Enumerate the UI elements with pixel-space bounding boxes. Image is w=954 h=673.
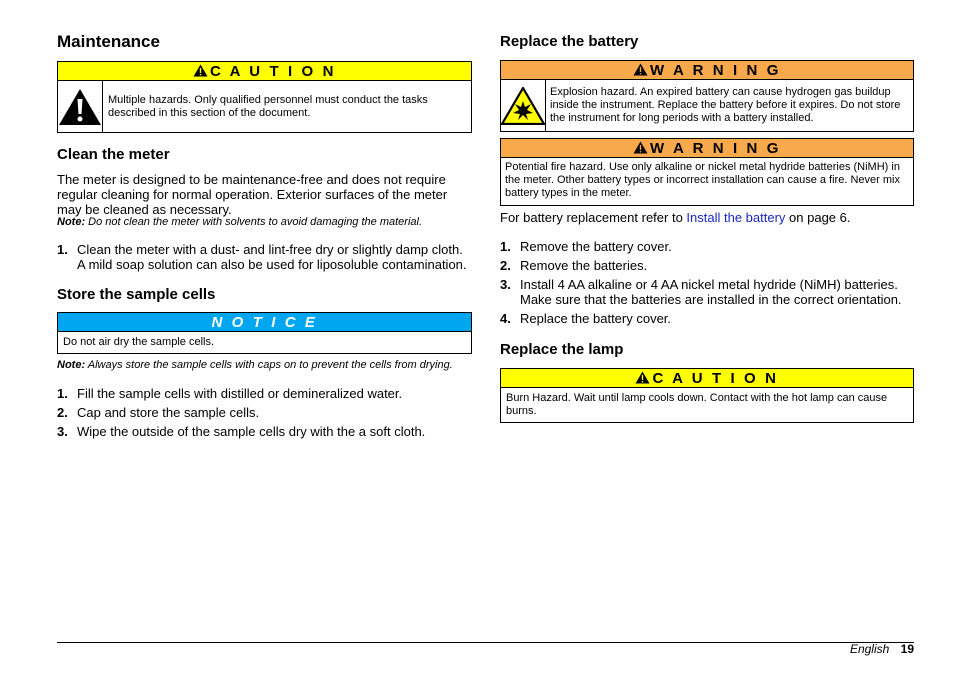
notice-header: N O T I C E [58, 313, 471, 332]
clean-note [57, 216, 472, 229]
warning-triangle-icon [193, 64, 208, 77]
caution-text: Multiple hazards. Only qualified personnel must conduct the tasks described in this section of the document. [108, 93, 428, 119]
list-item: 1. Fill the sample cells with distilled or demineralized water. [57, 386, 403, 401]
store-note [57, 359, 472, 372]
list-item: 2. Remove the batteries. [500, 258, 648, 273]
warning-box-fire [500, 138, 914, 206]
footer [850, 642, 914, 657]
page-number: 19 [900, 642, 914, 656]
lamp-caution-box [500, 368, 914, 423]
caution-header: C A U T I O N [58, 62, 471, 81]
install-battery-link[interactable]: Install the battery [686, 210, 786, 225]
note-text: Do not clean the meter with solvents to avoid damaging the material. [85, 216, 423, 228]
note-label: Note: [57, 359, 86, 371]
note-text: Always store the sample cells with caps on to prevent the cells from drying. [85, 359, 453, 371]
warning-text: Potential fire hazard. Use only alkaline or nickel metal hydride batteries (NiMH) in the meter. Other battery types or incorrect installation can cause a fire. Never mix battery types in the meter. [505, 161, 900, 199]
explosion-hazard-icon [501, 80, 546, 131]
warning-triangle-icon [633, 63, 648, 76]
note-label: Note: [57, 216, 86, 228]
page-title: Maintenance [57, 32, 160, 51]
footer-language: English [849, 642, 890, 656]
warning-text: Explosion hazard. An expired battery can cause hydrogen gas buildup inside the instrument. Replace the battery before it expires. Do not store the instrument for long periods with a battery installed. [550, 86, 901, 124]
notice-box [57, 312, 472, 354]
list-item: 3. Wipe the outside of the sample cells dry with the a soft cloth. [57, 424, 426, 439]
caution-box [57, 61, 472, 133]
warning-triangle-icon [635, 371, 650, 384]
list-item: 3. Install 4 AA alkaline or 4 AA nickel metal hydride (NiMH) batteries. Make sure that the batteries are installed in the correct orientation. [500, 277, 902, 307]
list-item: 1. Remove the battery cover. [500, 239, 672, 254]
list-item: 4. Replace the battery cover. [500, 311, 672, 326]
store-heading: Store the sample cells [57, 286, 216, 303]
exclamation-triangle-icon [58, 81, 103, 132]
store-steps [57, 386, 472, 443]
warning-box-explosion [500, 60, 914, 132]
warning-header: W A R N I N G [501, 139, 913, 158]
list-item: 2. Cap and store the sample cells. [57, 405, 260, 420]
notice-text: Do not air dry the sample cells. [63, 336, 215, 348]
battery-steps [500, 239, 914, 330]
list-item: 1. Clean the meter with a dust- and lint-free dry or slightly damp cloth. A mild soap solution can also be used for liposoluble contamination. [57, 242, 467, 272]
footer-rule [57, 642, 914, 643]
caution-text: Burn Hazard. Wait until lamp cools down. Contact with the hot lamp can cause burns. [506, 392, 888, 417]
warning-triangle-icon [633, 141, 648, 154]
lamp-heading: Replace the lamp [500, 341, 624, 358]
battery-reference: For battery replacement refer to Install the battery on page 6. [500, 210, 851, 225]
clean-heading: Clean the meter [57, 146, 170, 163]
warning-header: W A R N I N G [501, 61, 913, 80]
clean-steps [57, 242, 472, 276]
caution-header: C A U T I O N [501, 369, 913, 388]
clean-body: The meter is designed to be maintenance-free and does not require regular cleaning for normal operation. Exterior surfaces of the meter may be cleaned as necessary. [57, 172, 448, 217]
battery-heading: Replace the battery [500, 33, 639, 50]
